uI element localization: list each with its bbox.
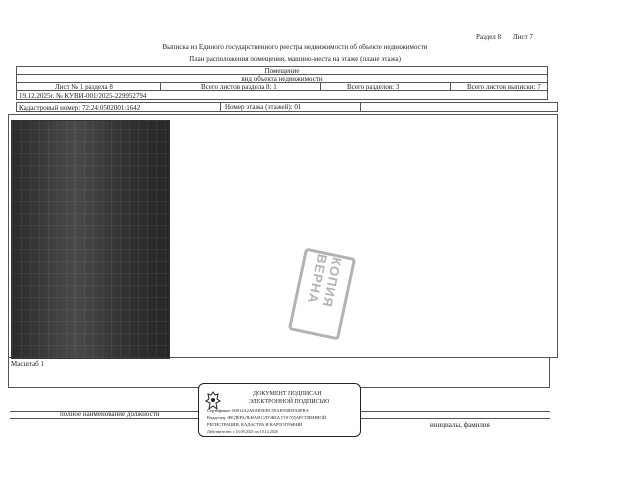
object-kind-label: вид объекта недвижимости [241,75,323,83]
document-title: Выписка из Единого государственного реестра недвижимости об объекте недвижимости [162,43,428,51]
sig-line5: РЕГИСТРАЦИИ, КАДАСТРА И КАРТОГРАФИИ [207,422,303,427]
date-number: 19.12.2025г. № КУВИ-001/2025-229952794 [19,92,147,100]
copy-stamp: КОПИЯ ВЕРНА [288,248,356,341]
sig-line2: ЭЛЕКТРОННОЙ ПОДПИСЬЮ [249,399,330,405]
document-subtitle: План расположения помещения, машино-места на этаже (плане этажа) [189,55,401,63]
cadastral-row [16,102,558,112]
electronic-signature-stamp [198,383,361,437]
total-sheets-section: Всего листов раздела 8: 1 [160,83,361,90]
name-line [360,411,550,412]
sig-line6: Действителен: с 16.09.2025 по 10.12.2026 [207,429,278,434]
total-sections: Всего разделов: 3 [320,83,477,90]
total-sheets-extract: Всего листов выписки: 7 [450,83,566,90]
name-label: инициалы, фамилия [430,421,490,429]
sig-line4: Владелец: ФЕДЕРАЛЬНАЯ СЛУЖБА ГОСУДАРСТВЕННОЙ [207,415,327,420]
floor-number: Номер этажа (этажей): 01 [220,103,361,111]
floor-plan-image [11,120,170,359]
sig-line1: ДОКУМЕНТ ПОДПИСАН [253,391,322,397]
sig-line3: Сертификат: 00914A2A8AB5EBC59AE950DFA0FBA [207,408,309,413]
position-label: полное наименование должности [60,410,160,418]
date-number-row [16,90,548,100]
sheet-label: Лист 7 [513,33,533,41]
scale-label: Масштаб 1 [11,360,44,368]
cadastral-number: Кадастровый номер: 72:24:0502001:1642 [19,104,141,112]
object-name: Помещение [264,67,300,75]
section-label: Раздел 8 [476,33,502,41]
sheet-number: Лист № 1 раздела 8 [55,83,113,91]
